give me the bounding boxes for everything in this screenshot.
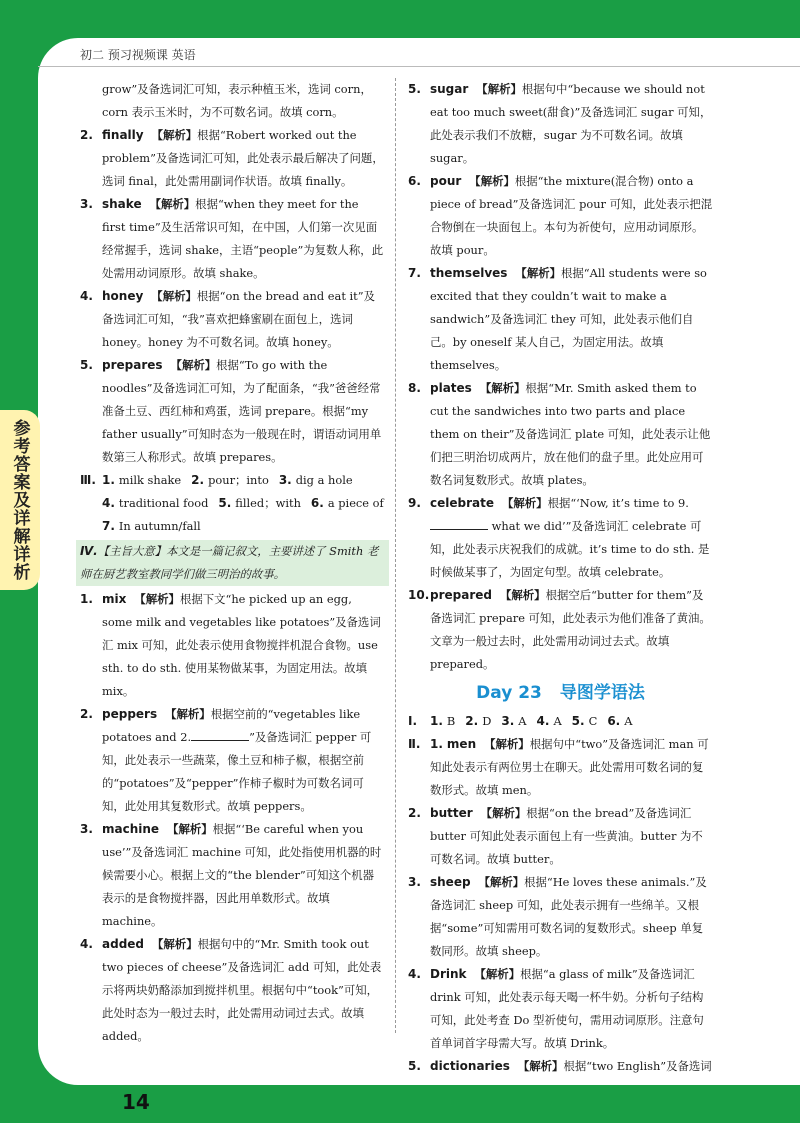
- answer-item: [80, 703, 385, 818]
- answer-text: 根据“He loves these animals.”及备选词汇 sheep 可知，此处表示拥有一些绵羊。又根据“some”可知需用可数名词的复数形式。sheep 单复数同形。故填 sheep。: [430, 875, 707, 958]
- answer-text: 根据“‘Be careful when you use’”及备选词汇 machine 可知，此处指使用机器的时候需要小心。根据上文的“the blender”可知这个机器表示的是食物搅拌器，因此用单数形式。故填 machine。: [102, 822, 382, 928]
- answer-word: dictionaries: [430, 1059, 510, 1073]
- answer-item: [408, 871, 713, 963]
- choice-answer: A: [518, 714, 527, 728]
- item-number: 6.: [408, 174, 421, 188]
- item-number: 5.: [80, 358, 93, 372]
- answer-word: plates: [430, 381, 472, 395]
- section-3: [80, 469, 385, 538]
- answer-item: [80, 78, 385, 124]
- day-section-1: Ⅰ. 1. B 2. D 3. A 4. A 5. C 6. A: [408, 710, 713, 733]
- answer-word: added: [102, 937, 145, 951]
- item-number: 9.: [408, 496, 421, 510]
- answer-text: 根据句中“because we should not eat too much sweet(甜食)”及备选词汇 sugar 可知，此处表示我们不放糖，sugar 为不可数名词。故填 sugar。: [430, 82, 712, 165]
- answer-text: 根据空后“butter for them”及备选词汇 prepare 可知，此处表示为他们准备了黄油。文章为一般过去时，此处需用动词过去式。故填 prepared。: [430, 588, 711, 671]
- main-idea-box: [76, 540, 389, 586]
- answer-word: mix: [102, 592, 127, 606]
- answer-word: butter: [430, 806, 473, 820]
- analysis-tag: 【解析】: [517, 1059, 564, 1073]
- item-number: 10.: [408, 588, 430, 602]
- answer-text-cont: ”及备选词汇 pepper 可知，此处表示一些蔬菜，像土豆和柿子椒，根据空前的“potatoes”及“pepper”作柿子椒时为可数名词可知，此处用其复数形式。故填 peppers。: [102, 730, 372, 813]
- analysis-tag: 【解析】: [478, 875, 525, 889]
- page-number: 14: [122, 1090, 150, 1114]
- answer-word: sheep: [430, 875, 471, 889]
- answer-text: 根据“Mr. Smith asked them to cut the sandwiches into two parts and place them on their”及备选词汇 plate 可知，此处表示让他们把三明治切成两片，放在他们的盘子里。此处应用可数名词复数形式。故填 plates。: [430, 381, 711, 487]
- answer-text: 根据“on the bread”及备选词汇 butter 可知此处表示面包上有一些黄油。butter 为不可数名词。故填 butter。: [430, 806, 703, 866]
- choice-answer: D: [482, 714, 492, 728]
- section-label: Ⅲ.: [80, 473, 96, 487]
- answer-item: [408, 802, 713, 871]
- answer-item: [80, 818, 385, 933]
- answer-word: prepared: [430, 588, 492, 602]
- answer-text: 根据“two English”及备选词: [563, 1059, 712, 1073]
- choice-answer: A: [624, 714, 633, 728]
- item-number: 2.: [80, 707, 93, 721]
- answer-text: 根据“on the bread and eat it”及备选词汇可知，“我”喜欢把蜂蜜刷在面包上，选词 honey。honey 为不可数名词。故填 honey。: [102, 289, 375, 349]
- item-number: 5.: [408, 82, 421, 96]
- analysis-tag: 【解析】: [476, 82, 522, 96]
- answer-item: [80, 354, 385, 469]
- choice-answer: A: [553, 714, 562, 728]
- section-3-row: 1. milk shake 2. pour；into 3. dig a hole: [102, 473, 353, 487]
- analysis-tag: 【解析】: [515, 266, 561, 280]
- analysis-tag: 【解析】: [474, 967, 521, 981]
- analysis-tag: 【解析】: [484, 737, 530, 751]
- answer-text: 根据“Robert worked out the problem”及备选词汇可知，此处表示最后解决了问题，选词 final，此处需用副词作状语。故填 finally。: [102, 128, 384, 188]
- section-3-row: 4. traditional food 5. filled；with 6. a piece of: [102, 496, 384, 510]
- answer-text: 根据“‘Now, it’s time to 9.: [547, 496, 689, 510]
- item-number: 7.: [408, 266, 421, 280]
- analysis-tag: 【解析】: [151, 289, 197, 303]
- answer-word: pour: [430, 174, 462, 188]
- analysis-tag: 【解析】: [151, 128, 198, 142]
- answer-item: [408, 1055, 713, 1078]
- section-3-row: 7. In autumn/fall: [102, 519, 201, 533]
- right-column: [408, 78, 713, 1078]
- section-label: Ⅰ.: [408, 714, 418, 728]
- answer-item: [408, 963, 713, 1055]
- answer-word: themselves: [430, 266, 508, 280]
- day-title: 导图学语法: [559, 683, 645, 703]
- analysis-tag: 【解析】: [479, 381, 526, 395]
- answer-text: 根据“a glass of milk”及备选词汇 drink 可知，此处表示每天喝一杯牛奶。分析句子结构可知，此处考查 Do 型祈使句，需用动词原形。注意句首单词首字母需大写。故填 Drink。: [430, 967, 704, 1050]
- answer-text: 根据“All students were so excited that they couldn’t wait to make a sandwich”及备选词汇 they 可知，此处表示他们自己。by oneself 某人自己，为固定用法。故填 themselves。: [430, 266, 707, 372]
- item-number: 3.: [408, 875, 421, 889]
- item-number: 3.: [80, 197, 93, 211]
- answer-word: celebrate: [430, 496, 494, 510]
- answer-word: men: [446, 737, 477, 751]
- item-number: 4.: [80, 937, 93, 951]
- analysis-tag: 【解析】: [170, 358, 217, 372]
- page-header: 初二 预习视频课 英语: [80, 48, 196, 62]
- answer-key-side-tab: [0, 410, 40, 590]
- section-label: Ⅱ.: [408, 737, 421, 751]
- answer-word: machine: [102, 822, 160, 836]
- item-number: 8.: [408, 381, 421, 395]
- answer-item: [408, 170, 713, 262]
- answer-text: 根据“when they meet for the first time”及生活常识可知，在中国，人们第一次见面经常握手，选词 shake，主语“people”为复数人称，此处需用动词原形。故填 shake。: [102, 197, 384, 280]
- answer-item: [408, 377, 713, 492]
- analysis-tag: 【解析】: [165, 707, 211, 721]
- answer-item: [80, 124, 385, 193]
- item-number: 4.: [408, 967, 421, 981]
- answer-text: 根据空前的“vegetables like potatoes and 2.: [102, 707, 361, 744]
- answer-item: [408, 733, 713, 802]
- answer-text: 根据句中的“Mr. Smith took out two pieces of cheese”及备选词汇 add 可知，此处表示将两块奶酪添加到搅拌机里。根据句中“took”可知，此处时态为一般过去时，此处需用动词过去式。故填 added。: [102, 937, 382, 1043]
- analysis-tag: 【解析】: [501, 496, 548, 510]
- item-number: 1.: [80, 592, 93, 606]
- analysis-tag: 【解析】: [480, 806, 527, 820]
- answer-word: prepares: [102, 358, 163, 372]
- answer-text: 根据“the mixture(混合物) onto a piece of bread”及备选词汇 pour 可知，此处表示把混合物倒在一块面包上。本句为祈使句，应用动词原形。故填 pour。: [430, 174, 713, 257]
- item-number: 3.: [80, 822, 93, 836]
- answer-item: [80, 193, 385, 285]
- column-divider: [395, 78, 396, 1033]
- day-label: Day 23: [476, 683, 542, 703]
- answer-text: 根据“To go with the noodles”及备选词汇可知，为了配面条，“我”爸爸经常准备土豆、西红柿和鸡蛋，选词 prepare。根据“my father usually”可知时态为一般现在时，谓语动词用单数第三人称形式。故填 prepares。: [102, 358, 382, 464]
- answer-word: shake: [102, 197, 142, 211]
- answer-text-cont: what we did’”及备选词汇 celebrate 可知，此处表示庆祝我们的成就。it’s time to do sth. 是时候做某事了，为固定句型。故填 celebrate。: [430, 519, 710, 579]
- analysis-tag: 【解析】: [499, 588, 546, 602]
- choice-answer: C: [588, 714, 598, 728]
- answer-text: grow”及备选词汇可知，表示种植玉米，选词 corn，corn 表示玉米时，为不可数名词。故填 corn。: [102, 82, 372, 119]
- choice-answer: B: [446, 714, 456, 728]
- answer-word: honey: [102, 289, 144, 303]
- side-tab-label: 参考答案及详解详析: [9, 419, 30, 581]
- answer-item: [80, 285, 385, 354]
- analysis-tag: 【解析】: [167, 822, 213, 836]
- item-number: 1.: [430, 737, 443, 751]
- analysis-tag: 【解析】: [152, 937, 198, 951]
- left-column: [80, 78, 385, 1048]
- analysis-tag: 【解析】: [149, 197, 196, 211]
- analysis-tag: 【解析】: [469, 174, 515, 188]
- answer-item: [408, 262, 713, 377]
- item-number: 2.: [408, 806, 421, 820]
- answer-item: [408, 492, 713, 584]
- section-label: Ⅳ.: [80, 544, 98, 558]
- item-number: 2.: [80, 128, 93, 142]
- answer-item: [408, 584, 713, 676]
- answer-text: 根据句中“two”及备选词汇 man 可知此处表示有两位男士在聊天。此处需用可数名词的复数形式。故填 men。: [430, 737, 709, 797]
- day-heading: [408, 682, 713, 706]
- answer-text: 根据下文“he picked up an egg, some milk and vegetables like potatoes”及备选词汇 mix 可知，此处表示使用食物搅拌机混合食物。use sth. to do sth. 使用某物做某事，为固定用法。故填 mix。: [102, 592, 381, 698]
- answer-item: [80, 933, 385, 1048]
- item-number: 5.: [408, 1059, 421, 1073]
- page-sheet: [38, 38, 800, 1114]
- answer-word: Drink: [430, 967, 467, 981]
- answer-blank: [191, 728, 249, 741]
- analysis-tag: 【解析】: [134, 592, 180, 606]
- answer-item: [408, 78, 713, 170]
- answer-item: [80, 588, 385, 703]
- main-idea-text: 【主旨大意】本文是一篇记叙文，主要讲述了 Smith 老师在厨艺教室教同学们做三明治的故事。: [80, 544, 379, 581]
- answer-blank: [430, 517, 488, 530]
- item-number: 4.: [80, 289, 93, 303]
- answer-word: sugar: [430, 82, 469, 96]
- header-rule: [38, 66, 800, 67]
- answer-word: finally: [102, 128, 144, 142]
- answer-word: peppers: [102, 707, 158, 721]
